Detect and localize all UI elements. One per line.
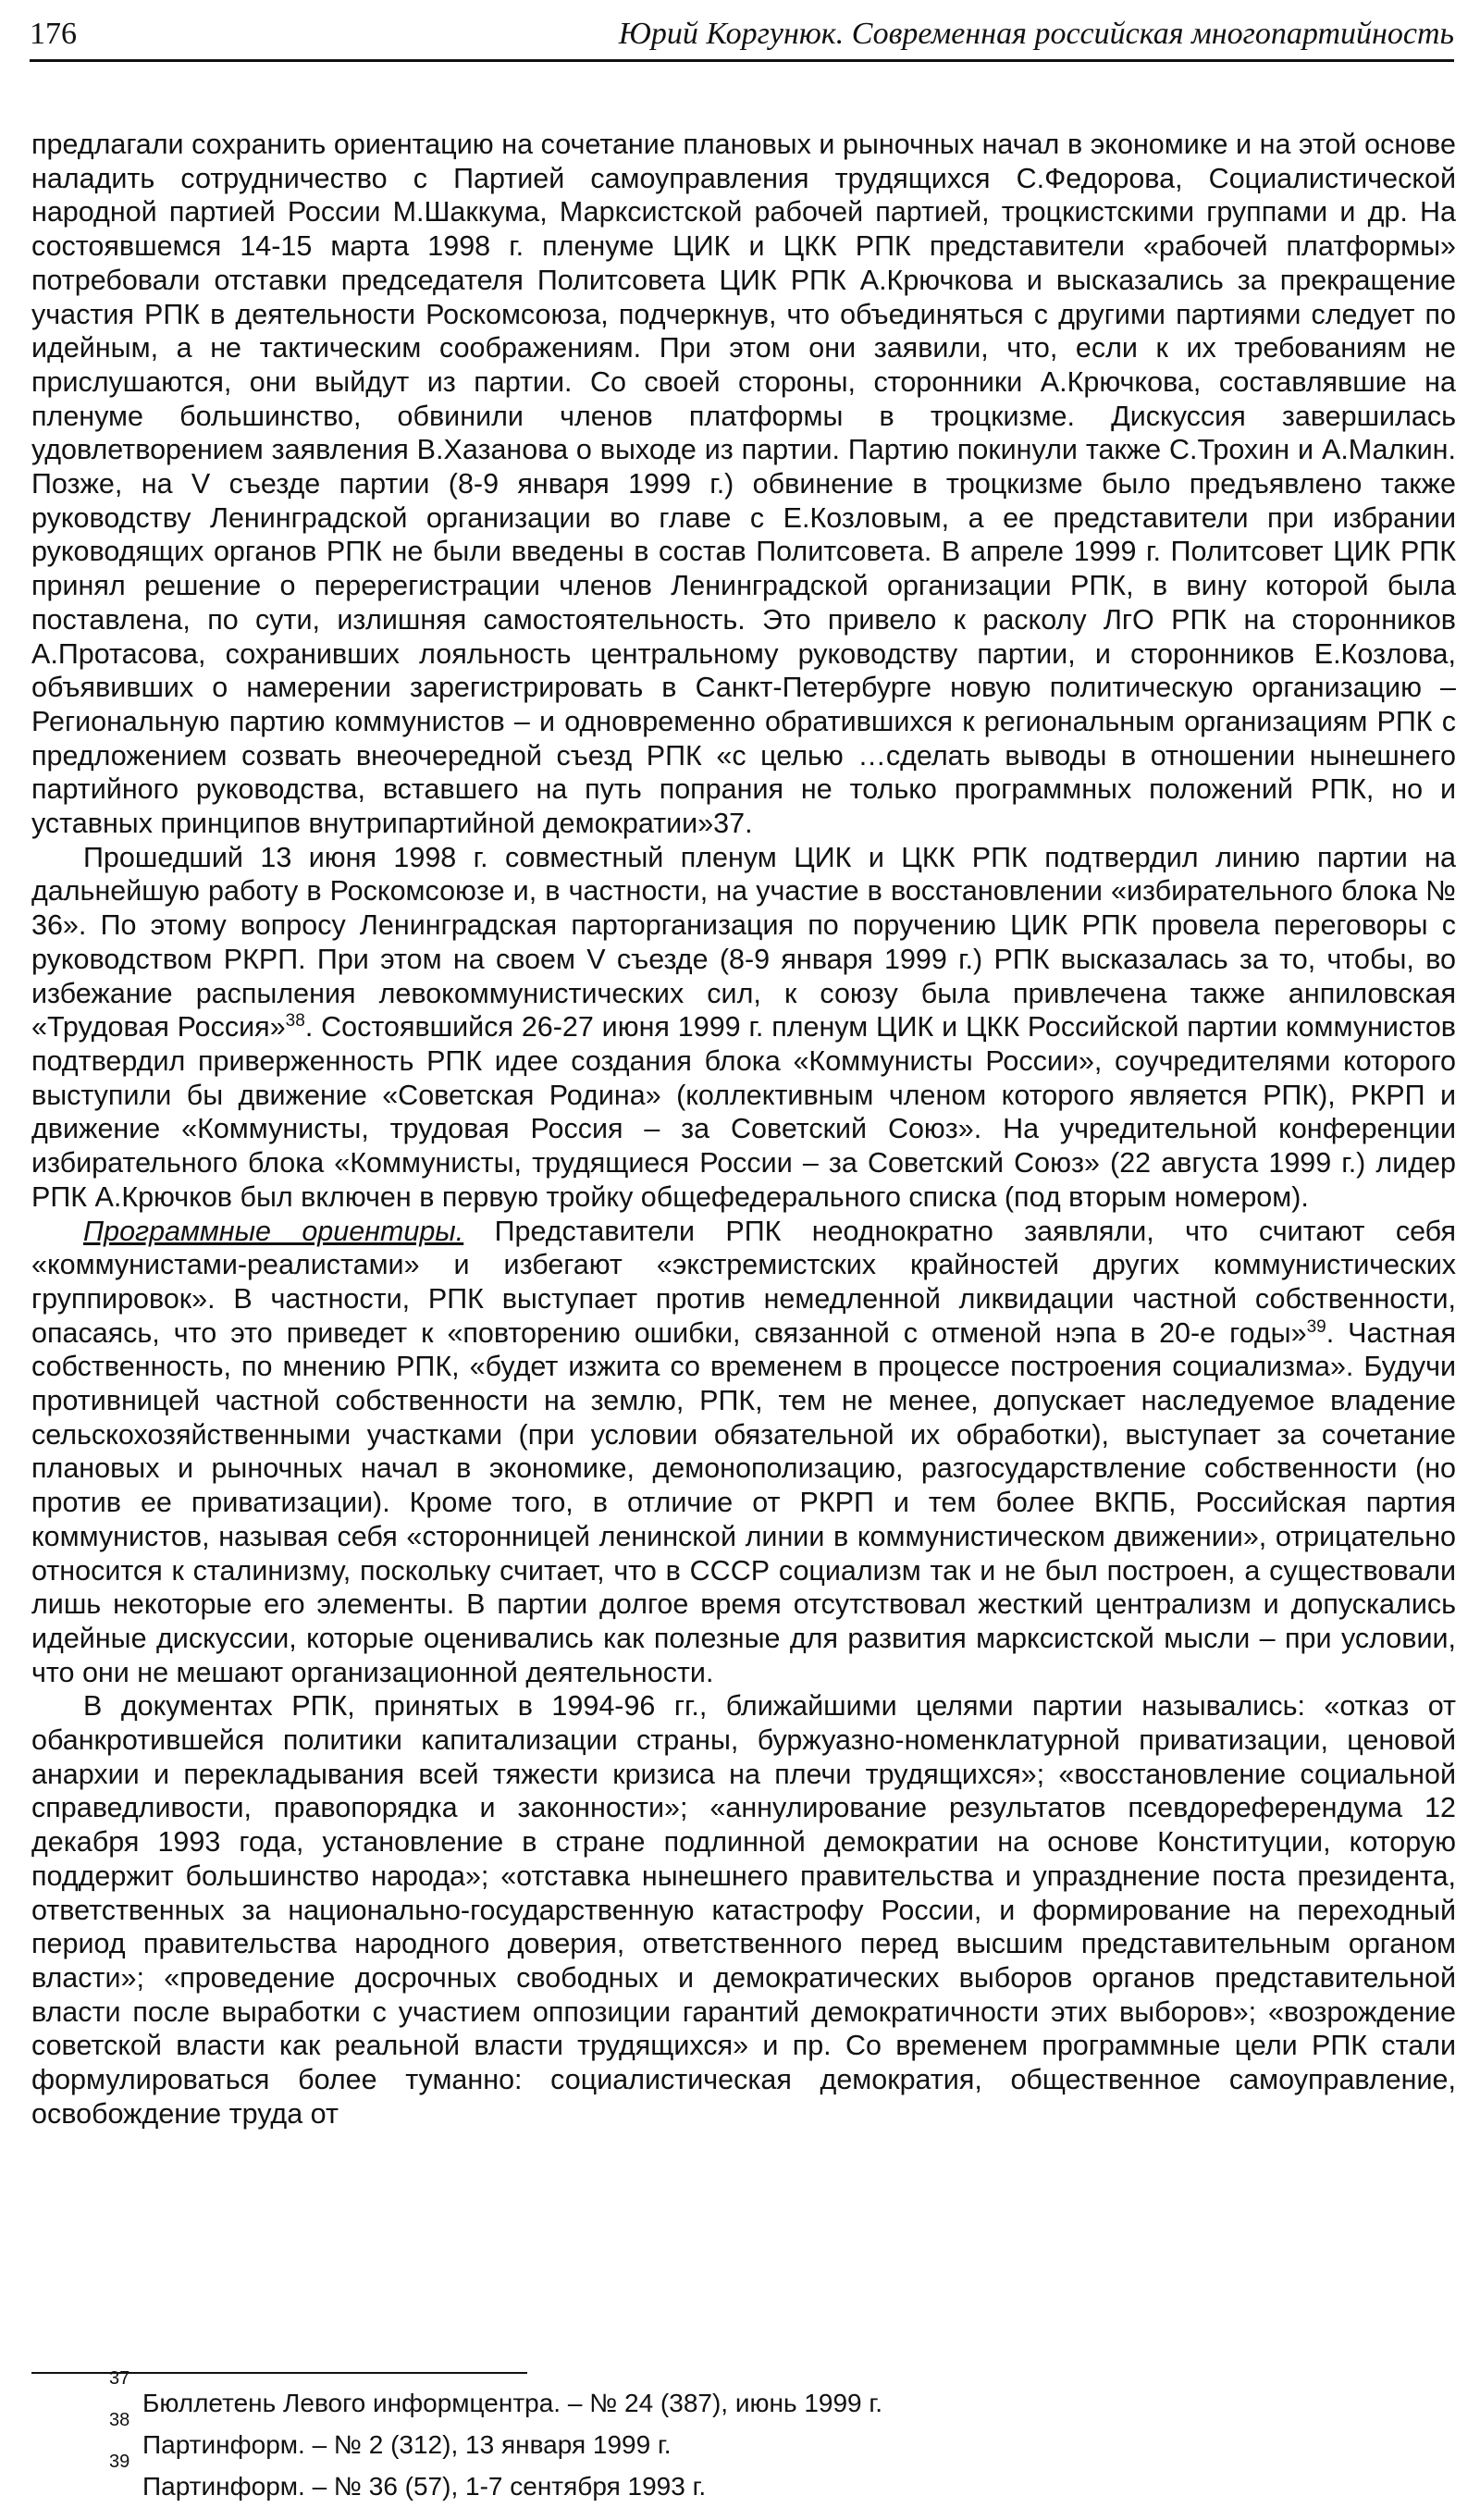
footnote-37 xyxy=(109,2368,1404,2424)
paragraph-2 xyxy=(31,841,1456,1215)
paragraph-3 xyxy=(31,1215,1456,1690)
footnote-number: 38 xyxy=(109,2410,130,2430)
paragraph-3-part-2: . Частная собственность, по мнению РПК, «будет изжита со временем в процессе построения социализма». Будучи противницей частной собственности на землю, РПК, тем не менее, допускает наследуемое владение сельскохозяйственными участками (при условии обязательной их обработки), выступает за сочетание плановых и рыночных начал в экономике, демонополизацию, разгосударствление собственности (но против ее приватизации). Кроме того, в отличие от РКРП и тем более ВКПБ, Российская партия коммунистов, называя себя «сторонницей ленинской линии в коммунистическом движении», отрицательно относится к сталинизму, поскольку считает, что в СССР социализм так и не был построен, а существовали лишь некоторые его элементы. В партии долгое время отсутствовал жесткий централизм и допускались идейные дискуссии, которые оценивались как полезные для развития марксистской мысли – при условии, что они не мешают организационной деятельности. xyxy=(31,1316,1457,1688)
paragraph-1: предлагали сохранить ориентацию на сочетание плановых и рыночных начал в экономике и на этой основе наладить сотрудничество с Партией самоуправления трудящихся С.Федорова, Социалистической народной партией России М.Шаккума, Марксистской рабочей партией, троцкистскими группами и др. На состоявшемся 14-15 марта 1998 г. пленуме ЦИК и ЦКК РПК представители «рабочей платформы» потребовали отставки председателя Политсовета ЦИК РПК А.Крючкова и высказались за прекращение участия РПК в деятельности Роскомсоюза, подчеркнув, что объединяться с другими партиями следует по идейным, а не тактическим соображениям. При этом они заявили, что, если к их требованиям не прислушаются, они выйдут из партии. Со своей стороны, сторонники А.Крючкова, составлявшие на пленуме большинство, обвинили членов платформы в троцкизме. Дискуссия завершилась удовлетворением заявления В.Хазанова о выходе из партии. Партию покинули также С.Трохин и А.Малкин. Позже, на V съезде партии (8-9 января 1999 г.) обвинение в троцкизме было предъявлено также руководству Ленинградской организации во главе с Е.Козловым, а ее представители при избрании руководящих органов РПК не были введены в состав Политсовета. В апреле 1999 г. Политсовет ЦИК РПК принял решение о перерегистрации членов Ленинградской организации РПК, в вину которой была поставлена, по сути, излишняя самостоятельность. Это привело к расколу ЛгО РПК на сторонников А.Протасова, сохранивших лояльность центральному руководству партии, и сторонников Е.Козлова, объявивших о намерении зарегистрировать в Санкт-Петербурге новую политическую организацию – Региональную партию коммунистов – и одновременно обратившихся к региональным организациям РПК с предложением созвать внеочередной съезд РПК «с целью …сделать выводы в отношении нынешнего партийного руководства, вставшего на путь попрания не только программных положений РПК, но и уставных принципов внутрипартийной демократии»37. xyxy=(31,129,1456,840)
running-title: Юрий Коргунюк. Современная российская многопартийность xyxy=(618,17,1454,51)
footnote-ref-39: 39 xyxy=(1306,1316,1326,1337)
footnote-ref-38: 38 xyxy=(285,1011,305,1031)
footnote-divider xyxy=(31,2372,527,2374)
footnote-38 xyxy=(109,2410,1404,2465)
page-header xyxy=(30,13,1454,62)
footnote-text: Партинформ. – № 2 (312), 13 января 1999 г. xyxy=(142,2430,672,2459)
footnote-39 xyxy=(109,2452,1404,2507)
footnote-text: Партинформ. – № 36 (57), 1-7 сентября 1993 г. xyxy=(142,2472,707,2501)
footnote-number: 39 xyxy=(109,2452,130,2472)
section-lead-heading: Программные ориентиры. xyxy=(83,1215,464,1247)
paragraph-2-part-1: Прошедший 13 июня 1998 г. совместный пленум ЦИК и ЦКК РПК подтвердил линию партии на дальнейшую работу в Роскомсоюзе и, в частности, на участие в восстановлении «избирательного блока № 36». По этому вопросу Ленинградская парторганизация по поручению ЦИК РПК провела переговоры с руководством РКРП. При этом на своем V съезде (8-9 января 1999 г.) РПК высказалась за то, чтобы, во избежание распыления левокоммунистических сил, к союзу была привлечена также анпиловская «Трудовая Россия» xyxy=(31,841,1456,1044)
footnotes xyxy=(109,2368,1404,2507)
paragraph-4: В документах РПК, принятых в 1994-96 гг., ближайшими целями партии назывались: «отказ от обанкротившейся политики капитализации страны, буржуазно-номенклатурной приватизации, ценовой анархии и перекладывания всей тяжести кризиса на плечи трудящихся»; «восстановление социальной справедливости, правопорядка и законности»; «аннулирование результатов псевдореферендума 12 декабря 1993 года, установление в стране подлинной демократии на основе Конституции, которую поддержит большинство народа»; «отставка нынешнего правительства и упразднение поста президента, ответственных за национально-государственную катастрофу России, и формирование на переходный период правительства народного доверия, ответственного перед высшим представительным органом власти»; «проведение досрочных свободных и демократических выборов органов представительной власти после выработки с участием оппозиции гарантий демократичности этих выборов»; «возрождение советской власти как реальной власти трудящихся» и пр. Со временем программные цели РПК стали формулироваться более туманно: социалистическая демократия, общественное самоуправление, освобождение труда от xyxy=(31,1690,1456,2130)
page-number: 176 xyxy=(30,17,77,51)
main-text xyxy=(31,128,1456,2131)
footnote-number: 37 xyxy=(109,2368,130,2389)
paragraph-2-part-2: . Состоявшийся 26-27 июня 1999 г. пленум ЦИК и ЦКК Российской партии коммунистов подтвердил приверженность РПК идее создания блока «Коммунисты России», соучредителями которого выступили бы движение «Советская Родина» (коллективным членом которого является РПК), РКРП и движение «Коммунисты, трудовая Россия – за Советский Союз». На учредительной конференции избирательного блока «Коммунисты, трудящиеся России – за Советский Союз» (22 августа 1999 г.) лидер РПК А.Крючков был включен в первую тройку общефедерального списка (под вторым номером). xyxy=(31,1011,1457,1213)
paragraph-3-part-1: Представители РПК неоднократно заявляли, что считают себя «коммунистами-реалистами» и избегают «экстремистских крайностей других коммунистических группировок». В частности, РПК выступает против немедленной ликвидации частной собственности, опасаясь, что это приведет к «повторению ошибки, связанной с отменой нэпа в 20-е годы» xyxy=(31,1215,1457,1349)
footnote-text: Бюллетень Левого информцентра. – № 24 (387), июнь 1999 г. xyxy=(142,2389,882,2417)
